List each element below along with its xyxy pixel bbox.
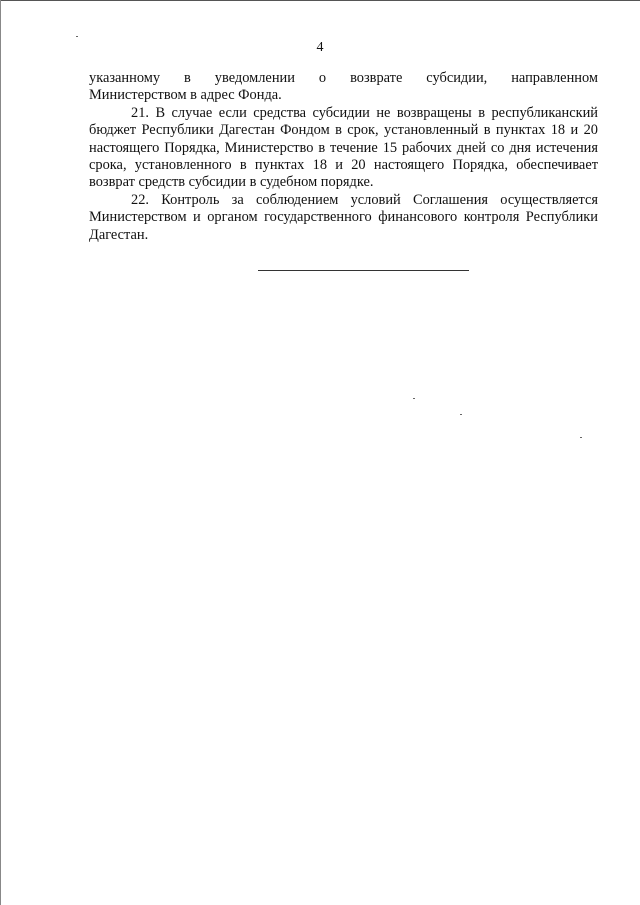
scan-speck xyxy=(413,398,415,399)
paragraph-continuation xyxy=(89,70,598,105)
scan-speck xyxy=(580,437,582,438)
document-body xyxy=(89,70,598,244)
paragraph-continuation-line-1: указанному в уведомлении о возврате субсидии, направленном xyxy=(89,70,598,86)
scan-speck xyxy=(460,414,462,415)
page-number: 4 xyxy=(316,40,324,55)
end-separator-line xyxy=(258,270,469,271)
paragraph-21: 21. В случае если средства субсидии не возвращены в республиканский бюджет Республики Дагестан Фондом в срок, установленный в пунктах 18 и 20 настоящего Порядка, Министерство в течение 15 рабочих дней со дня истечения срока, установленного в пунктах 18 и 20 настоящего Порядка, обеспечивает возврат средств субсидии в судебном порядке. xyxy=(89,104,598,191)
page-left-edge xyxy=(0,0,1,905)
scan-speck xyxy=(76,36,78,37)
page-top-edge xyxy=(0,0,640,1)
paragraph-22: 22. Контроль за соблюдением условий Соглашения осуществляется Министерством и органом государственного финансового контроля Республики Дагестан. xyxy=(89,191,598,243)
paragraph-continuation-line-2: Министерством в адрес Фонда. xyxy=(89,87,282,104)
